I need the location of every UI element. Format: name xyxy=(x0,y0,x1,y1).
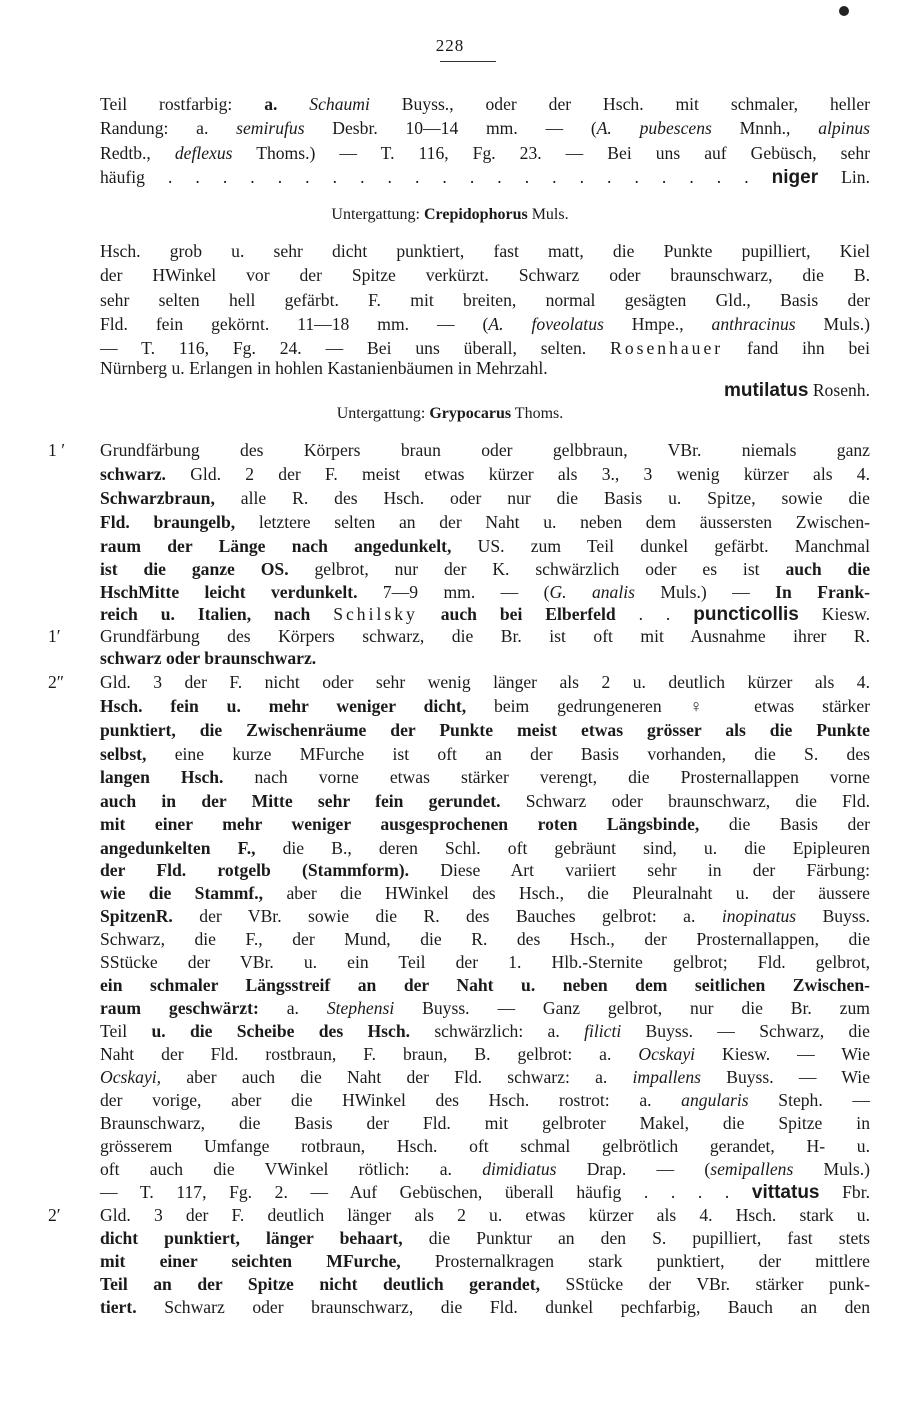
text-line: grösserem Umfange rotbraun, Hsch. oft schmal gelbrötlich gerandet, H- u. xyxy=(100,1136,870,1156)
couplet-number: 2″ xyxy=(48,672,65,692)
text-line: Schwarzbraun, alle R. des Hsch. oder nur die Basis u. Spitze, sowie die xyxy=(100,488,870,508)
subgenus-heading: Untergattung: Crepidophorus Muls. xyxy=(331,206,569,223)
text-line: Teil rostfarbig: a. Schaumi Buyss., oder der Hsch. mit schmaler, heller xyxy=(100,94,870,114)
text-line: SpitzenR. der VBr. sowie die R. des Bauches gelbrot: a. inopinatus Buyss. xyxy=(100,906,870,926)
text-line: Grundfärbung des Körpers schwarz, die Br. ist oft mit Ausnahme ihrer R. xyxy=(100,626,870,646)
text-line: — T. 117, Fg. 2. — Auf Gebüschen, überall häufig . . . . vittatus Fbr. xyxy=(100,1182,870,1203)
subgenus-heading: Untergattung: Grypocarus Thoms. xyxy=(336,405,564,422)
species-name: vittatus xyxy=(751,1182,820,1203)
text-line: schwarz oder braunschwarz. xyxy=(100,648,317,668)
couplet-number: 2′ xyxy=(48,1205,61,1225)
text-line: der vorige, aber die HWinkel des Hsch. rostrot: a. angularis Steph. — xyxy=(100,1090,870,1110)
text-line: — T. 116, Fg. 24. — Bei uns überall, selten. Rosenhauer fand ihn bei xyxy=(100,338,871,358)
text-line: Hsch. grob u. sehr dicht punktiert, fast matt, die Punkte pupilliert, Kiel xyxy=(100,241,870,261)
page-number: 228 xyxy=(435,36,465,55)
species-name: puncticollis xyxy=(693,604,799,625)
text-line: Hsch. fein u. mehr weniger dicht, beim gedrungeneren ♀ etwas stärker xyxy=(100,696,870,716)
text-line: raum der Länge nach angedunkelt, US. zum Teil dunkel gefärbt. Manchmal xyxy=(100,536,870,556)
text-line: tiert. Schwarz oder braunschwarz, die Fld. dunkel pechfarbig, Bauch an den xyxy=(100,1297,870,1317)
text-line: mit einer mehr weniger ausgesprochenen roten Längsbinde, die Basis der xyxy=(100,814,870,834)
text-line: Randung: a. semirufus Desbr. 10—14 mm. — (A. pubescens Mnnh., alpinus xyxy=(100,118,871,138)
text-line: mit einer seichten MFurche, Prosternalkragen stark punktiert, der mittlere xyxy=(100,1251,870,1271)
text-line: Naht der Fld. rostbraun, F. braun, B. gelbrot: a. Ocskayi Kiesw. — Wie xyxy=(100,1044,871,1064)
text-line: Grundfärbung des Körpers braun oder gelbbraun, VBr. niemals ganz xyxy=(100,440,870,460)
text-line: SStücke der VBr. u. ein Teil der 1. Hlb.-Sternite gelbrot; Fld. gelbrot, xyxy=(100,952,870,972)
text-line: selbst, eine kurze MFurche ist oft an der Basis vorhanden, die S. des xyxy=(100,744,870,764)
text-line: Teil an der Spitze nicht deutlich gerandet, SStücke der VBr. stärker punk- xyxy=(100,1274,870,1294)
text-line: langen Hsch. nach vorne etwas stärker verengt, die Prosternallappen vorne xyxy=(100,767,870,787)
text-line: oft auch die VWinkel rötlich: a. dimidiatus Drap. — (semipallens Muls.) xyxy=(100,1159,870,1179)
text-line: sehr selten hell gefärbt. F. mit breiten, normal gesägten Gld., Basis der xyxy=(100,290,870,310)
text-line: dicht punktiert, länger behaart, die Punktur an den S. pupilliert, fast stets xyxy=(100,1228,871,1248)
text-line: wie die Stammf., aber die HWinkel des Hsch., die Pleuralnaht u. der äussere xyxy=(100,883,870,903)
text-line: der Fld. rotgelb (Stammform). Diese Art variiert sehr in der Färbung: xyxy=(100,860,870,880)
species-name: mutilatus xyxy=(723,380,809,401)
page-number-underline xyxy=(440,61,496,62)
text-line: der HWinkel vor der Spitze verkürzt. Schwarz oder braunschwarz, die B. xyxy=(100,265,870,285)
text-line: Fld. fein gekörnt. 11—18 mm. — (A. foveolatus Hmpe., anthracinus Muls.) xyxy=(100,314,870,334)
text-line: Braunschwarz, die Basis der Fld. mit gelbroter Makel, die Spitze in xyxy=(100,1113,870,1133)
text-line: auch in der Mitte sehr fein gerundet. Schwarz oder braunschwarz, die Fld. xyxy=(100,791,871,811)
text-line: raum geschwärzt: a. Stephensi Buyss. — Ganz gelbrot, nur die Br. zum xyxy=(100,998,870,1018)
text-line: schwarz. Gld. 2 der F. meist etwas kürzer als 3., 3 wenig kürzer als 4. xyxy=(100,464,870,484)
text-line: mutilatus Rosenh. xyxy=(723,380,870,401)
text-line: reich u. Italien, nach Schilsky auch bei Elberfeld . . puncticollis Kiesw. xyxy=(100,604,871,625)
text-line: Gld. 3 der F. deutlich länger als 2 u. etwas kürzer als 4. Hsch. stark u. xyxy=(100,1205,870,1225)
text-line: punktiert, die Zwischenräume der Punkte meist etwas grösser als die Punkte xyxy=(100,720,870,740)
couplet-number: 1 ′ xyxy=(48,440,66,460)
text-line: Teil u. die Scheibe des Hsch. schwärzlich: a. filicti Buyss. — Schwarz, die xyxy=(100,1021,870,1041)
text-line: häufig . . . . . . . . . . . . . . . . . . . . . . niger Lin. xyxy=(100,167,870,188)
couplet-number: 1′ xyxy=(48,626,61,646)
text-line: HschMitte leicht verdunkelt. 7—9 mm. — (G. analis Muls.) — In Frank- xyxy=(100,582,870,602)
text-line: Ocskayi, aber auch die Naht der Fld. schwarz: a. impallens Buyss. — Wie xyxy=(100,1067,871,1087)
text-line: ist die ganze OS. gelbrot, nur der K. schwärzlich oder es ist auch die xyxy=(100,559,871,579)
text-line: Nürnberg u. Erlangen in hohlen Kastanienbäumen in Mehrzahl. xyxy=(100,358,548,378)
text-line: Redtb., deflexus Thoms.) — T. 116, Fg. 23. — Bei uns auf Gebüsch, sehr xyxy=(100,143,870,163)
text-line: ein schmaler Längsstreif an der Naht u. neben dem seitlichen Zwischen- xyxy=(100,975,870,995)
species-name: niger xyxy=(771,167,819,188)
ink-dot xyxy=(839,6,849,16)
text-line: Gld. 3 der F. nicht oder sehr wenig länger als 2 u. deutlich kürzer als 4. xyxy=(100,672,870,692)
text-line: angedunkelten F., die B., deren Schl. oft gebräunt sind, u. die Epipleuren xyxy=(100,838,870,858)
text-line: Fld. braungelb, letztere selten an der Naht u. neben dem äussersten Zwischen- xyxy=(100,512,870,532)
text-line: Schwarz, die F., der Mund, die R. des Hsch., der Prosternallappen, die xyxy=(100,929,870,949)
